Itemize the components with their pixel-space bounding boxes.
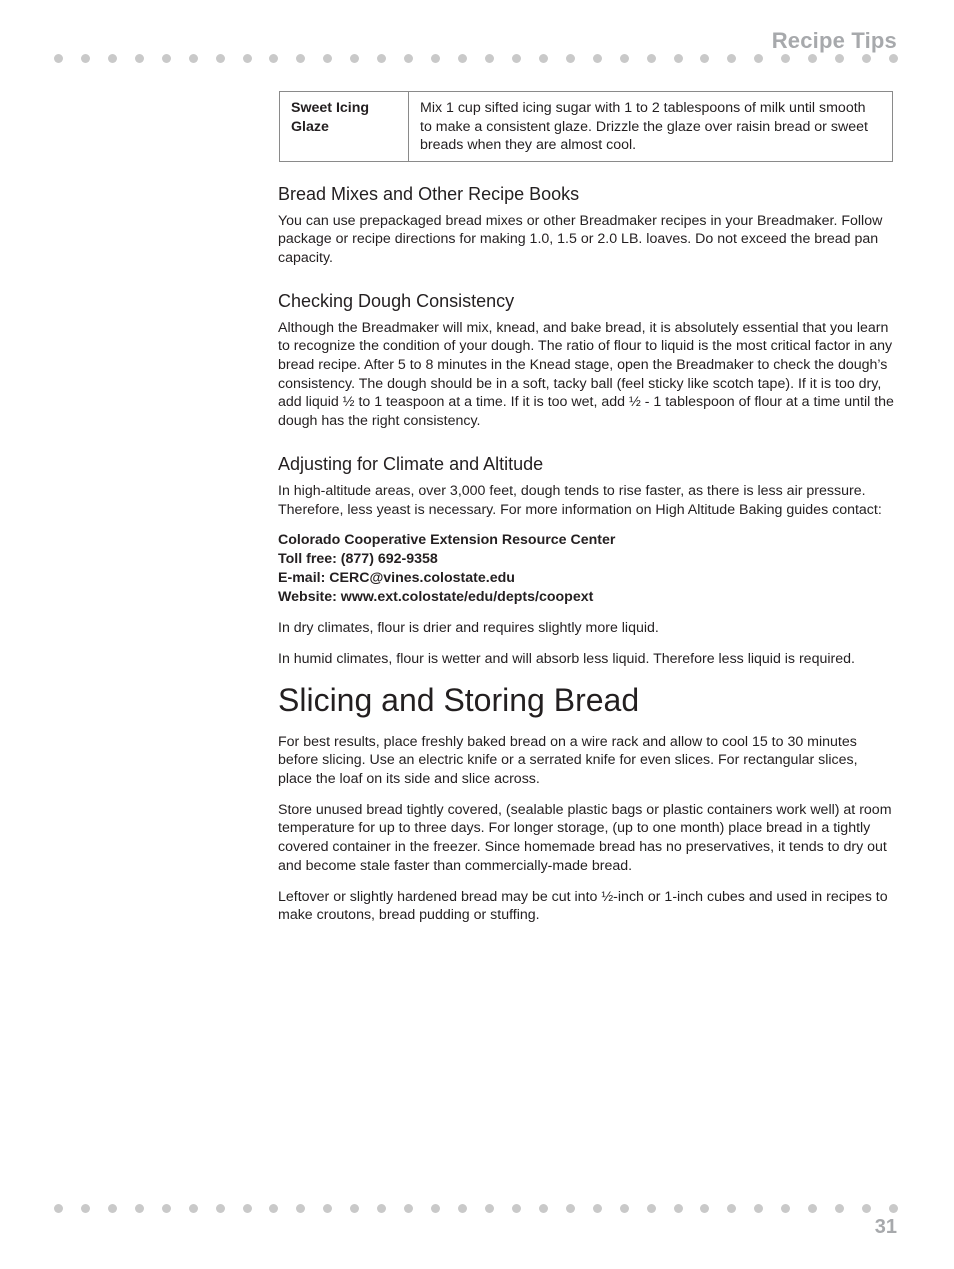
dry-climate-note: In dry climates, flour is drier and requires slightly more liquid. [278,620,659,637]
divider-dot [862,54,871,63]
divider-dot [431,54,440,63]
divider-dot [377,1204,386,1213]
divider-dot [54,54,63,63]
divider-dot [458,54,467,63]
divider-dot [485,54,494,63]
divider-dot [700,1204,709,1213]
divider-dot [404,54,413,63]
divider-dot [808,54,817,63]
divider-dot [539,1204,548,1213]
divider-dot [296,54,305,63]
top-dotted-divider [54,54,898,64]
divider-dot [135,54,144,63]
humid-climate-note: In humid climates, flour is wetter and will absorb less liquid. Therefore less liquid is required. [278,650,855,667]
divider-dot [323,1204,332,1213]
divider-dot [620,54,629,63]
divider-dot [674,1204,683,1213]
divider-dot [81,1204,90,1213]
divider-dot [754,54,763,63]
divider-dot [189,54,198,63]
table-row [280,92,893,162]
divider-dot [458,1204,467,1213]
contact-organization: Colorado Cooperative Extension Resource Center [278,532,616,549]
divider-dot [889,54,898,63]
divider-dot [512,54,521,63]
divider-dot [350,54,359,63]
storing-paragraph: Store unused bread tightly covered, (sealable plastic bags or plastic containers work well) at room temperature for up to three days. For longer storage, (up to one month) place bread in a tightly covered container in the freezer. Since homemade bread has no preservatives, it tends to dry out and become stale faster than commercially-made bread. [278,801,892,874]
divider-dot [647,1204,656,1213]
tip-description-cell: Mix 1 cup sifted icing sugar with 1 to 2 tablespoons of milk until smooth to make a consistent glaze. Drizzle the glaze over raisin bread or sweet breads when they are almost cool. [409,92,893,162]
divider-dot [566,1204,575,1213]
divider-dot [700,54,709,63]
page-content [278,91,894,937]
divider-dot [593,54,602,63]
divider-dot [216,1204,225,1213]
divider-dot [189,1204,198,1213]
recipe-tip-table [279,91,893,162]
divider-dot [350,1204,359,1213]
divider-dot [727,1204,736,1213]
divider-dot [647,54,656,63]
page-header-title: Recipe Tips [771,28,897,53]
slicing-paragraph: For best results, place freshly baked bread on a wire rack and allow to cool 15 to 30 minutes before slicing. Use an electric knife or a serrated knife for even slices. For rectangular slices, place the loaf on its side and slice across. [278,733,858,788]
divider-dot [889,1204,898,1213]
divider-dot [216,54,225,63]
dough-consistency-heading: Checking Dough Consistency [278,290,515,311]
climate-altitude-heading: Adjusting for Climate and Altitude [278,453,544,474]
slicing-storing-heading: Slicing and Storing Bread [278,681,640,718]
divider-dot [674,54,683,63]
divider-dot [243,54,252,63]
divider-dot [485,1204,494,1213]
page-number: 31 [874,1216,897,1238]
divider-dot [323,54,332,63]
divider-dot [54,1204,63,1213]
divider-dot [862,1204,871,1213]
divider-dot [135,1204,144,1213]
climate-altitude-paragraph: In high-altitude areas, over 3,000 feet, dough tends to rise faster, as there is less air pressure. Therefore, less yeast is necessary. For more information on High Altitude Baking guides contact: [278,482,882,518]
divider-dot [781,1204,790,1213]
divider-dot [781,54,790,63]
divider-dot [539,54,548,63]
divider-dot [377,54,386,63]
divider-dot [269,1204,278,1213]
divider-dot [296,1204,305,1213]
divider-dot [835,1204,844,1213]
bread-mixes-paragraph: You can use prepackaged bread mixes or other Breadmaker recipes in your Breadmaker. Follow package or recipe directions for making 1.0, 1.5 or 2.0 LB. loaves. Do not exceed the bread pan capacity. [278,212,883,266]
bottom-dotted-divider [54,1204,898,1214]
divider-dot [727,54,736,63]
contact-block [278,531,894,607]
divider-dot [566,54,575,63]
leftover-paragraph: Leftover or slightly hardened bread may be cut into ½-inch or 1-inch cubes and used in recipes to make croutons, bread pudding or stuffing. [278,888,888,924]
contact-email: E-mail: CERC@vines.colostate.edu [278,570,515,587]
divider-dot [269,54,278,63]
bread-mixes-heading: Bread Mixes and Other Recipe Books [278,183,580,204]
divider-dot [108,54,117,63]
contact-website: Website: www.ext.colostate/edu/depts/coopext [278,589,594,606]
divider-dot [404,1204,413,1213]
divider-dot [620,1204,629,1213]
contact-phone: Toll free: (877) 692-9358 [278,551,438,568]
divider-dot [754,1204,763,1213]
divider-dot [81,54,90,63]
divider-dot [512,1204,521,1213]
divider-dot [431,1204,440,1213]
divider-dot [108,1204,117,1213]
divider-dot [243,1204,252,1213]
divider-dot [593,1204,602,1213]
dough-consistency-paragraph: Although the Breadmaker will mix, knead, and bake bread, it is absolutely essential that you learn to recognize the condition of your dough. The ratio of flour to liquid is the most critical factor in any bread recipe. After 5 to 8 minutes in the Knead stage, open the Breadmaker to check the dough’s consistency. The dough should be in a soft, tacky ball (feel sticky like scotch tape). If it is too dry, add liquid ½ to 1 teaspoon at a time. If it is too wet, add ½ - 1 tablespoon of flour at a time until the dough has the right consistency. [278,319,894,430]
tip-name-cell: Sweet Icing Glaze [280,92,409,162]
divider-dot [835,54,844,63]
divider-dot [162,1204,171,1213]
divider-dot [162,54,171,63]
divider-dot [808,1204,817,1213]
